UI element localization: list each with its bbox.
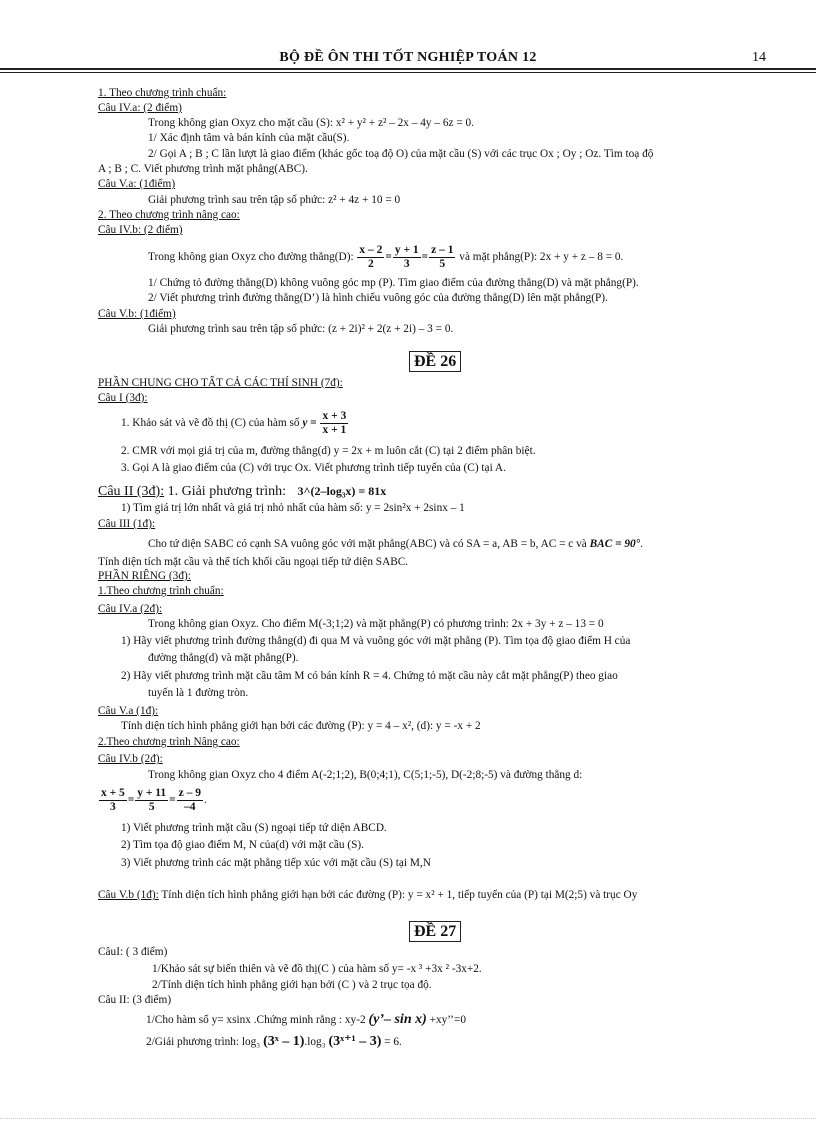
- fraction-x-num: x – 2: [359, 244, 383, 256]
- fraction-y-num: y + 1: [394, 244, 419, 256]
- task-cubic-graph: 1/Khảo sát sự biến thiên và vẽ đồ thị(C ) của hàm số y= -x ³ +3x ² -3x+2.: [152, 963, 482, 975]
- fraction-y: [393, 244, 421, 271]
- g-fraction-z-num: z – 9: [178, 786, 201, 799]
- identity-bracket: (y’– sin x): [368, 1012, 427, 1027]
- identity-tail: +xy’’=0: [429, 1014, 466, 1026]
- task-tangent-planes: 3) Viết phương trình các mặt phẳng tiếp xúc với mặt cầu (S) tại M,N: [121, 857, 431, 869]
- question-i-heading: Câu I (3đ):: [98, 392, 148, 404]
- function-fraction: [320, 410, 348, 437]
- common-part-heading: PHẦN CHUNG CHO TẤT CẢ CÁC THÍ SINH (7đ):: [98, 377, 343, 389]
- task-line-not-perpendicular: 1/ Chứng tỏ đường thẳng(D) không vuông góc mp (P). Tìm giao điểm của đường thẳng(D) và mặt phẳng(P).: [148, 277, 639, 289]
- page-number: 14: [752, 50, 766, 65]
- plane-p-equation: và mặt phẳng(P): 2x + y + z – 8 = 0.: [459, 251, 624, 264]
- heading-standard-program: 1. Theo chương trình chuẩn:: [98, 87, 227, 99]
- tetrahedron-text: Cho tứ diện SABC có cạnh SA vuông góc với mặt phẳng(ABC) và có SA = a, AB = b, AC = c và: [148, 538, 587, 550]
- tetrahedron-statement: Cho tứ diện SABC có cạnh SA vuông góc với mặt phẳng(ABC) và có SA = a, AB = b, AC = c và BAC = 90°.: [148, 538, 643, 550]
- function-fraction-num: x + 3: [322, 409, 347, 422]
- exam-26-title: ĐỀ 26: [409, 351, 461, 372]
- task-circumsphere: 1) Viết phương trình mặt cầu (S) ngoại tiếp tứ diện ABCD.: [121, 822, 387, 834]
- question-va-heading: Câu V.a: (1điểm): [98, 178, 176, 190]
- g-fraction-y-num: y + 11: [137, 786, 167, 799]
- angle-bac: BAC = 90°: [589, 538, 641, 550]
- log-eq-mid: .log₃: [304, 1036, 326, 1048]
- task-center-radius: 1/ Xác định tâm và bán kính của mặt cầu(S).: [148, 132, 350, 144]
- task-intersection-mn: 2) Tìm tọa độ giao điểm M, N của(d) với mặt cầu (S).: [121, 839, 364, 851]
- question-ivb-heading-26: Câu IV.b (2đ):: [98, 753, 163, 765]
- complex-equation-1: Giải phương trình sau trên tập số phức: z² + 4z + 10 = 0: [148, 194, 401, 206]
- question-ii-task: 1. Giải phương trình:: [167, 484, 287, 499]
- standard-program-heading-26: 1.Theo chương trình chuẩn:: [98, 585, 224, 597]
- task-sphere-center-m-cont: tuyến là 1 đường tròn.: [148, 687, 249, 699]
- question-iii-heading: Câu III (1đ):: [98, 518, 156, 530]
- question-i-heading-27: CâuI: ( 3 điểm): [98, 946, 168, 958]
- g-fraction-x-den: 3: [110, 800, 116, 813]
- g-fraction-x: [99, 787, 127, 814]
- task-graph-text: 1. Khảo sát và vẽ đồ thị (C) của hàm số: [121, 417, 300, 429]
- task-projection-line: 2/ Viết phương trình đường thẳng(D’) là hình chiếu vuông góc của đường thẳng(D) lên mặt phẳng(P).: [148, 292, 608, 304]
- question-ivb-heading: Câu IV.b: (2 điểm): [98, 224, 183, 236]
- header-title: BỘ ĐỀ ÔN THI TỐT NGHIỆP TOÁN 12: [279, 50, 537, 65]
- line-d-equation-26: $\frac{x + 5}{3}$ = $\frac{y + 11}{5}$ = $\frac{z - 9}{-4}$ .: [101, 786, 207, 813]
- question-vb-heading: Câu V.b: (1điểm): [98, 308, 176, 320]
- fraction-z: [429, 244, 455, 271]
- heading-advanced-program: [98, 208, 240, 222]
- g-fraction-y-den: 5: [148, 800, 155, 813]
- log-eq-arg1: (3ˣ – 1): [263, 1034, 305, 1049]
- task-line-through-m-cont: đường thẳng(d) và mặt phẳng(P).: [148, 652, 299, 664]
- log-eq-result: = 6.: [384, 1036, 402, 1048]
- header-rule-thin: [0, 72, 816, 73]
- fraction-x-den: 2: [368, 258, 374, 270]
- question-iva-heading-26: Câu IV.a (2đ):: [98, 603, 163, 615]
- fraction-z-den: 5: [439, 258, 446, 270]
- log-equation: 3^(2–log₃x) = 81x: [297, 484, 387, 498]
- task-intersection: 2/ Gọi A ; B ; C lần lượt là giao điểm (khác gốc toạ độ O) của mặt cầu (S) với các trục Ox ; Oy ; Oz. Tìm toạ độ: [148, 148, 654, 160]
- four-points-statement: Trong không gian Oxyz cho 4 điểm A(-2;1;2), B(0;4;1), C(5;1;-5), D(-2;8;-5) và đường thẳng d:: [148, 769, 583, 781]
- fraction-z-num: z – 1: [431, 244, 454, 256]
- task-sphere-center-m: 2) Hãy viết phương trình mặt cầu tâm M có bán kính R = 4. Chứng tỏ mặt cầu này cắt mặt phẳng(P) theo giao: [121, 670, 618, 682]
- task-prove-identity: [146, 1011, 466, 1029]
- question-va-heading-26: Câu V.a (1đ):: [98, 705, 159, 717]
- log-eq-arg2: (3ˣ⁺¹ – 3): [328, 1034, 382, 1049]
- task-graph-function: [121, 408, 349, 438]
- fraction-y-den: 3: [403, 258, 410, 270]
- question-ii-heading-27: Câu II: (3 điểm): [98, 994, 172, 1006]
- question-vb-line-26: [98, 888, 637, 902]
- task-area-parabola: Tính diện tích hình phẳng giới hạn bởi các đường (P): y = 4 – x², (d): y = -x + 2: [121, 720, 481, 732]
- g-fraction-y: [135, 787, 168, 814]
- point-plane-statement: Trong không gian Oxyz. Cho điểm M(-3;1;2) và mặt phẳng(P) có phương trình: 2x + 3y + z – 13 = 0: [148, 618, 604, 630]
- complex-equation-2: Giải phương trình sau trên tập số phức: (z + 2i)² + 2(z + 2i) – 3 = 0.: [148, 323, 454, 335]
- identity-text: 1/Cho hàm số y= xsinx .Chứng minh rằng : xy-2: [146, 1014, 366, 1026]
- task-line-through-m: 1) Hãy viết phương trình đường thẳng(d) đi qua M và vuông góc với mặt phẳng (P). Tìm tọa độ giao điểm H của: [121, 635, 631, 647]
- function-fraction-den: x + 1: [322, 423, 347, 436]
- header-rule-thick: [0, 68, 816, 70]
- g-fraction-x-num: x + 5: [101, 786, 125, 799]
- question-vb-heading-26: Câu V.b (1đ):: [98, 889, 159, 901]
- heading-advanced-program-text: 2. Theo chương trình nâng cao:: [98, 209, 240, 221]
- log-eq-text: 2/Giải phương trình: log₃: [146, 1036, 261, 1048]
- question-iva-heading: Câu IV.a: (2 điểm): [98, 102, 182, 114]
- g-fraction-z: [177, 787, 203, 814]
- private-part-heading: PHẦN RIÊNG (3đ):: [98, 570, 191, 582]
- g-fraction-z-den: –4: [184, 800, 196, 813]
- line-equation-d: Trong không gian Oxyz cho đường thẳng(D): $\frac{x - 2}{2}$ = $\frac{y + 1}{3}$ = $\frac{z - 1}{5}$ và mặt phẳng(P): 2x + y + z – 8 = 0.: [148, 244, 624, 270]
- task-max-min: 1) Tìm giá trị lớn nhất và giá trị nhỏ nhất của hàm số: y = 2sin²x + 2sinx – 1: [121, 502, 465, 514]
- advanced-program-heading-26: 2.Theo chương trình Nâng cao:: [98, 736, 240, 748]
- question-ii-heading: Câu II (3đ):: [98, 484, 165, 499]
- task-area-axes: 2/Tính diện tích hình phẳng giới hạn bởi (C ) và 2 trục tọa độ.: [152, 979, 432, 991]
- fraction-x: [357, 244, 384, 271]
- task-sphere-volume: Tính diện tích mặt cầu và thể tích khối cầu ngoại tiếp tứ diện SABC.: [98, 556, 409, 568]
- function-y-label: y =: [302, 417, 317, 429]
- task-tangent-line: 3. Gọi A là giao điểm của (C) với trục Ox. Viết phương trình tiếp tuyến của (C) tại A.: [121, 462, 506, 474]
- bottom-dotted-rule: [0, 1118, 816, 1119]
- task-log-equation: [146, 1032, 402, 1052]
- sphere-equation: Trong không gian Oxyz cho mặt cầu (S): x² + y² + z² – 2x – 4y – 6z = 0.: [148, 117, 474, 129]
- question-ii-line: [98, 482, 386, 501]
- line-d-intro: Trong không gian Oxyz cho đường thẳng(D):: [148, 251, 354, 264]
- task-prove-intersection: 2. CMR với mọi giá trị của m, đường thẳng(d) y = 2x + m luôn cắt (C) tại 2 điểm phân biệt.: [121, 445, 536, 457]
- task-area-tangent: Tính diện tích hình phẳng giới hạn bởi các đường (P): y = x² + 1, tiếp tuyến của (P) tại M(2;5) và trục Oy: [158, 889, 638, 901]
- task-intersection-cont: A ; B ; C. Viết phương trình mặt phẳng(ABC).: [98, 163, 308, 175]
- exam-27-title: ĐỀ 27: [409, 921, 461, 942]
